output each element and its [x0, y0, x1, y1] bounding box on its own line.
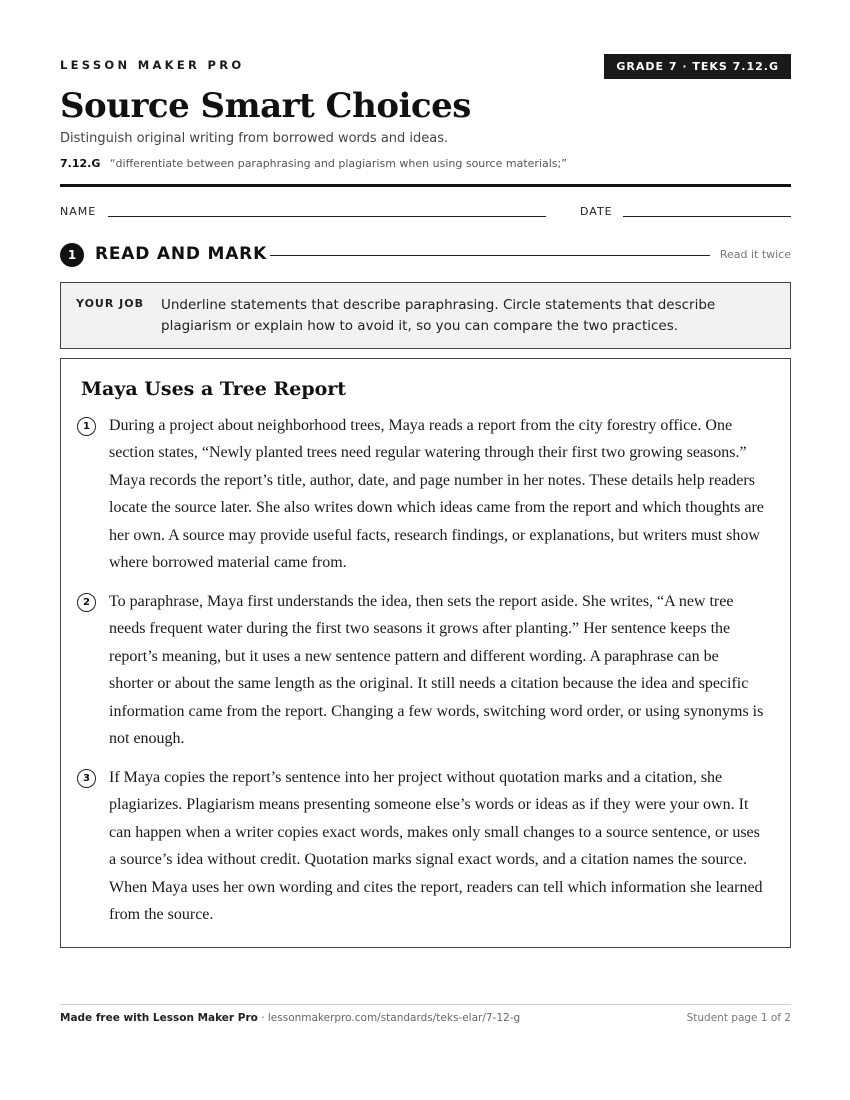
paragraph-text: During a project about neighborhood trees, Maya reads a report from the city forestry office. One section states, “Newly planted trees need regular watering through their first two growing seasons.” Maya records the report’s title, author, date, and page number in her notes. These details help readers locate the source later. She also writes down which ideas came from the report and which thoughts are her own. A source may provide useful facts, research findings, or explanations, but writers must show where borrowed material came from. [109, 417, 764, 572]
name-field[interactable] [108, 216, 546, 217]
your-job-text: Underline statements that describe paraphrasing. Circle statements that describe plagiarism or explain how to avoid it, so you can compare the two practices. [161, 297, 716, 334]
standard-text: “differentiate between paraphrasing and plagiarism when using source materials;” [109, 157, 567, 170]
section-divider [270, 255, 710, 256]
grade-badge: GRADE 7 · TEKS 7.12.G [604, 54, 791, 79]
paragraph-text: To paraphrase, Maya first understands the idea, then sets the report aside. She writes, “A new tree needs frequent water during the first two seasons it grows after planting.” Her sentence keeps the report’s meaning, but it uses a new sentence pattern and different wording. A paraphrase can be shorter or about the same length as the original. It still needs a citation because the idea and specific information came from the report. Changing a few words, switching word order, or using synonyms is not enough. [109, 593, 764, 748]
section-number-badge: 1 [60, 243, 84, 267]
footer-made: Made free with Lesson Maker Pro [60, 1012, 258, 1024]
name-label: NAME [60, 205, 97, 218]
footer-divider [60, 1004, 791, 1005]
header-divider [60, 184, 791, 187]
brand-name: LESSON MAKER PRO [60, 58, 245, 72]
page-subtitle: Distinguish original writing from borrowed words and ideas. [60, 131, 449, 146]
page-title: Source Smart Choices [60, 86, 471, 126]
footer-credit [60, 1012, 520, 1024]
paragraph-number: 3 [77, 769, 96, 788]
paragraph-number: 2 [77, 593, 96, 612]
paragraph-number: 1 [77, 417, 96, 436]
passage-title: Maya Uses a Tree Report [81, 378, 347, 400]
footer-url[interactable]: · lessonmakerpro.com/standards/teks-elar/7-12-g [261, 1012, 521, 1024]
section-note: Read it twice [719, 248, 791, 261]
your-job-label: YOUR JOB [76, 297, 144, 310]
standard-code: 7.12.G [60, 157, 101, 170]
footer-page-number: Student page 1 of 2 [686, 1012, 791, 1024]
reading-passage-box [60, 358, 791, 948]
your-job-box [60, 282, 791, 349]
section-title: READ AND MARK [95, 244, 268, 264]
standard-line [60, 157, 567, 170]
date-label: DATE [580, 205, 613, 218]
paragraph-text: If Maya copies the report’s sentence into her project without quotation marks and a citation, she plagiarizes. Plagiarism means presenting someone else’s words or ideas as if they were your own. It can happen when a writer copies exact words, makes only small changes to a source sentence, or uses a source’s idea without credit. Quotation marks signal exact words, and a citation names the source. When Maya uses her own wording and cites the report, readers can tell which information she learned from the source. [109, 769, 763, 924]
date-field[interactable] [623, 216, 791, 217]
